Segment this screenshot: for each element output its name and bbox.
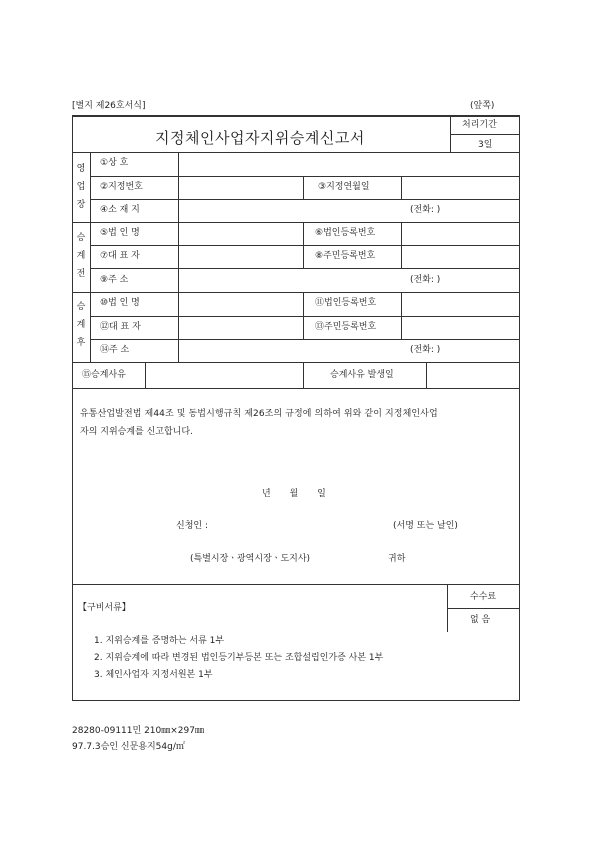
after-address-label: ⑭주 소	[100, 345, 130, 355]
after-corp-name-label: ⑩법 인 명	[100, 298, 140, 308]
page-side-label: (앞쪽)	[470, 101, 495, 111]
after-resident-label: ⑬주민등록번호	[315, 322, 377, 332]
before-group-label: 승계전	[76, 233, 86, 279]
declaration-line-2: 자의 지위승계를 신고합니다.	[80, 427, 193, 437]
designation-date-field[interactable]	[402, 177, 519, 198]
addressee-suffix: 귀하	[388, 554, 406, 564]
location-field[interactable]	[179, 200, 399, 221]
before-corp-reg-label: ⑥법인등록번호	[315, 228, 376, 238]
form-title: 지정체인사업자지위승계신고서	[155, 129, 365, 147]
applicant-field[interactable]	[220, 516, 380, 534]
designation-number-label: ②지정번호	[100, 182, 143, 192]
before-resident-field[interactable]	[402, 246, 519, 267]
document-item: 3. 체인사업자 지정서원본 1부	[94, 670, 213, 680]
before-resident-label: ⑧주민등록번호	[315, 251, 376, 261]
location-phone-label: (전화: )	[410, 205, 441, 215]
processing-period-value: 3일	[478, 140, 493, 150]
form-reference: [별지 제26호서식]	[72, 101, 146, 111]
after-address-field[interactable]	[179, 340, 399, 361]
fee-label: 수수료	[470, 592, 497, 602]
designation-number-field[interactable]	[179, 177, 302, 198]
after-resident-field[interactable]	[402, 317, 519, 338]
succession-reason-field[interactable]	[146, 363, 302, 387]
before-address-field[interactable]	[179, 269, 399, 291]
store-group-label: 영업장	[76, 164, 86, 210]
after-phone-label: (전화: )	[410, 345, 441, 355]
succession-reason-label: ⑮승계사유	[82, 370, 126, 380]
authority-label: (특별시장ㆍ광역시장ㆍ도지사)	[190, 554, 311, 564]
applicant-label: 신청인 :	[176, 521, 208, 531]
after-rep-field[interactable]	[179, 317, 302, 338]
succession-date-field[interactable]	[427, 363, 519, 387]
succession-date-label: 승계사유 발생일	[330, 370, 394, 380]
before-corp-reg-field[interactable]	[402, 223, 519, 244]
footer-form-code: 28280-09111민 210㎜×297㎜	[72, 726, 204, 736]
required-documents-label: 【구비서류】	[78, 603, 131, 613]
before-address-label: ⑨주 소	[100, 275, 129, 285]
before-rep-field[interactable]	[179, 246, 302, 267]
before-corp-name-label: ⑤법 인 명	[100, 228, 140, 238]
document-item: 1. 지위승계를 증명하는 서류 1부	[94, 636, 225, 646]
after-corp-reg-field[interactable]	[402, 293, 519, 315]
declaration-line-1: 유통산업발전법 제44조 및 동법시행규칙 제26조의 규정에 의하여 위와 같이 지정체인사업	[80, 409, 438, 419]
after-corp-reg-label: ⑪법인등록번호	[315, 298, 377, 308]
processing-period-label: 처리기간	[462, 120, 497, 130]
before-phone-label: (전화: )	[410, 275, 441, 285]
designation-date-label: ③지정연월일	[318, 182, 370, 192]
location-label: ④소 재 지	[100, 205, 140, 215]
before-rep-label: ⑦대 표 자	[100, 251, 140, 261]
after-corp-name-field[interactable]	[179, 293, 302, 315]
before-corp-name-field[interactable]	[179, 223, 302, 244]
declaration-date: 년 월 일	[262, 489, 326, 499]
footer-approval: 97.7.3승인 신문용지54g/㎡	[72, 742, 185, 752]
after-rep-label: ⑫대 표 자	[100, 322, 141, 332]
fee-value: 없 음	[470, 615, 491, 625]
signature-label: (서명 또는 날인)	[393, 521, 458, 531]
business-name-label: ①상 호	[100, 158, 129, 168]
after-group-label: 승계후	[76, 302, 86, 348]
business-name-field[interactable]	[179, 153, 519, 175]
document-item: 2. 지위승계에 따라 변경된 법인등기부등본 또는 조합설립인가증 사본 1부	[94, 653, 384, 663]
